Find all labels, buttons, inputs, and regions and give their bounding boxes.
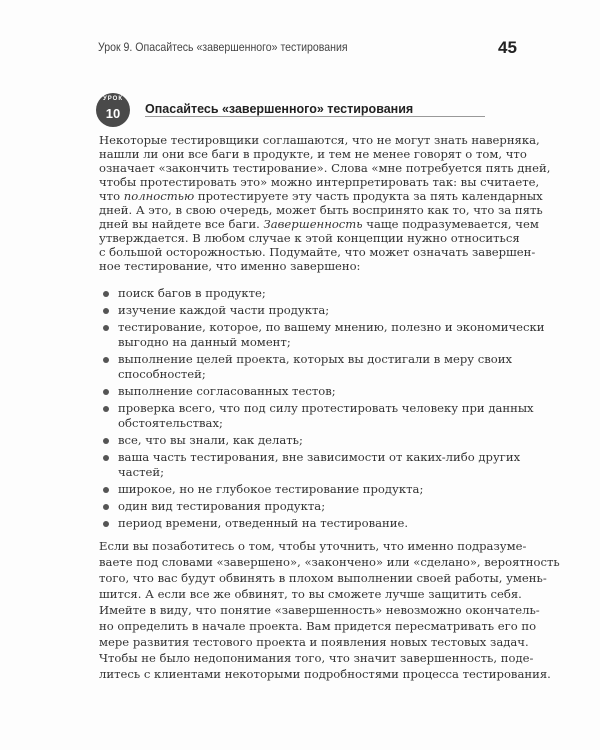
bullet-icon <box>103 504 109 510</box>
list-item <box>99 303 485 318</box>
list-item-text: обстоятельствах; <box>118 416 223 430</box>
text-line: шится. А если все же обвинят, то вы сможете лучше защитить себя. <box>99 587 522 601</box>
list-item <box>99 499 485 514</box>
list-item <box>99 450 521 480</box>
text-line: литесь с клиентами некоторыми подробностями процесса тестирования. <box>99 667 551 681</box>
paragraph-3 <box>99 650 551 682</box>
text-line <box>99 203 543 217</box>
list-item-text: частей; <box>118 465 164 479</box>
list-item-text: поиск багов в продукте; <box>118 286 266 300</box>
text-line <box>99 133 540 147</box>
list-item <box>99 482 485 497</box>
text-line <box>99 245 536 259</box>
page-number: 45 <box>498 38 517 57</box>
list-item-text: тестирование, которое, по вашему мнению, полезно и экономически <box>118 320 545 334</box>
italic-text: Завершенность <box>263 217 363 231</box>
list-item <box>99 352 513 382</box>
list-item-text: все, что вы знали, как делать; <box>118 433 303 447</box>
italic-text: полностью <box>123 189 195 203</box>
paragraph-1 <box>99 133 551 273</box>
list-item-text: период времени, отведенный на тестирование. <box>118 516 409 530</box>
text-segment: ное тестирование, что именно завершено: <box>99 259 361 273</box>
bullet-list <box>99 286 545 533</box>
bullet-icon <box>103 438 109 444</box>
list-item <box>99 433 485 448</box>
text-segment: дней. А это, в свою очередь, может быть воспринято как то, что за пять <box>99 203 543 217</box>
list-item-text: выполнение согласованных тестов; <box>118 384 336 398</box>
text-line <box>99 231 520 245</box>
title-underline <box>145 116 485 117</box>
list-item-text: выполнение целей проекта, которых вы достигали в меру своих <box>118 352 513 366</box>
list-item-text: выгодно на данный момент; <box>118 335 291 349</box>
text-line: но определить в начале проекта. Вам придется пересматривать его по <box>99 619 537 633</box>
list-item <box>99 286 485 301</box>
text-line: Чтобы не было недопонимания того, что значит завершенность, поде- <box>99 651 534 665</box>
text-segment: нашли ли они все баги в продукте, и тем не менее говорят о том, что <box>99 147 527 161</box>
text-line <box>99 147 527 161</box>
text-segment: протестируете эту часть продукта за пять календарных <box>194 189 543 203</box>
list-item <box>99 320 545 350</box>
text-segment: утверждается. В любом случае к этой концепции нужно относиться <box>99 231 520 245</box>
text-line: Если вы позаботитесь о том, чтобы уточнить, что именно подразуме- <box>99 539 527 553</box>
bullet-icon <box>103 325 109 331</box>
bullet-icon <box>103 487 109 493</box>
list-item-text: один вид тестирования продукта; <box>118 499 326 513</box>
text-segment: означает «закончить тестирование». Слова «мне потребуется пять дней, <box>99 161 551 175</box>
bullet-icon <box>103 291 109 297</box>
list-item-text: ваша часть тестирования, вне зависимости от каких-либо других <box>118 450 521 464</box>
text-line <box>99 259 485 273</box>
bullet-icon <box>103 406 109 412</box>
bullet-icon <box>103 455 109 461</box>
list-item <box>99 384 485 399</box>
list-item-text: изучение каждой части продукта; <box>118 303 330 317</box>
text-line <box>99 161 551 175</box>
lesson-title: Опасайтесь «завершенного» тестирования <box>145 102 414 116</box>
text-segment: чтобы протестировать это» можно интерпретировать так: вы считаете, <box>99 175 540 189</box>
list-item-text: способностей; <box>118 367 206 381</box>
text-segment: с большой осторожностью. Подумайте, что может означать завершен- <box>99 245 536 259</box>
list-item-text: проверка всего, что под силу протестировать человеку при данных <box>118 401 534 415</box>
bullet-icon <box>103 389 109 395</box>
lesson-badge-word: УРОК <box>103 96 123 102</box>
bullet-icon <box>103 521 109 527</box>
list-item-text: широкое, но не глубокое тестирование продукта; <box>118 482 424 496</box>
text-segment: дней вы найдете все баги. <box>99 217 264 231</box>
bullet-icon <box>103 308 109 314</box>
text-segment: чаще подразумевается, чем <box>362 217 539 231</box>
text-line: того, что вас будут обвинять в плохом выполнении своей работы, умень- <box>99 571 547 585</box>
text-segment: Некоторые тестировщики соглашаются, что не могут знать наверняка, <box>99 133 540 147</box>
paragraph-2 <box>99 538 560 650</box>
lesson-badge <box>96 93 130 127</box>
bullet-icon <box>103 357 109 363</box>
text-line <box>99 189 543 203</box>
running-header: Урок 9. Опасайтесь «завершенного» тестирования <box>98 40 348 54</box>
text-line <box>99 217 539 231</box>
list-item <box>99 516 485 531</box>
text-segment: что <box>99 189 124 203</box>
text-line: ваете под словами «завершено», «закончено» или «сделано», вероятность <box>99 555 560 569</box>
lesson-badge-number: 10 <box>105 106 121 121</box>
text-line <box>99 175 540 189</box>
text-line: мере развития тестового проекта и появления новых тестовых задач. <box>99 635 529 649</box>
text-line: Имейте в виду, что понятие «завершенность» невозможно окончатель- <box>99 603 540 617</box>
list-item <box>99 401 534 431</box>
